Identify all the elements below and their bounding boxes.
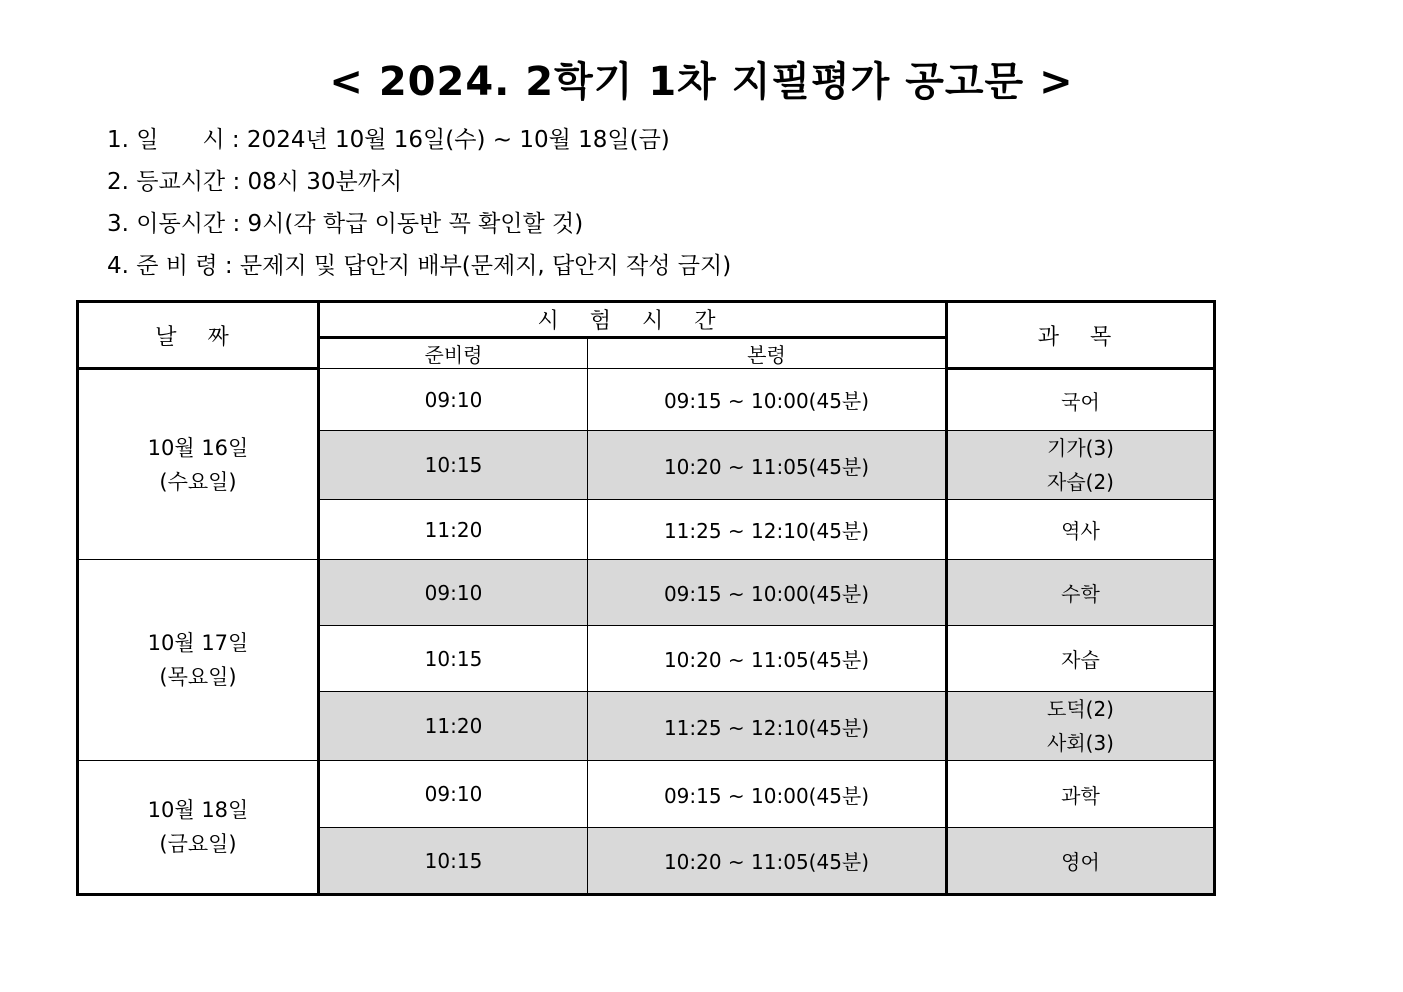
exam-schedule-table [76,300,1216,896]
subject-line: 자습(2) [1047,470,1114,494]
main-time: 09:15 ~ 10:00(45분) [588,369,947,431]
main-time: 11:25 ~ 12:10(45분) [588,500,947,560]
weekday-label: (금요일) [159,832,237,856]
header-prep: 준비령 [319,338,588,369]
header-date: 날 짜 [78,302,319,369]
main-time: 09:15 ~ 10:00(45분) [588,560,947,626]
subject-cell: 자습 [947,626,1215,692]
date-label: 10월 16일 [147,435,249,460]
prep-time: 11:20 [319,500,588,560]
table-row [78,369,1215,431]
subject-line: 도덕(2) [1047,697,1114,721]
prep-time: 09:10 [319,560,588,626]
subject-cell: 역사 [947,500,1215,560]
date-cell [78,761,319,895]
page-title: < 2024. 2학기 1차 지필평가 공고문 > [329,59,1074,105]
header-exam-time: 시 험 시 간 [319,302,947,338]
table-row [78,761,1215,828]
date-label: 10월 18일 [147,798,249,822]
date-cell [78,369,319,560]
subject-line: 사회(3) [1047,731,1114,755]
header-main: 본령 [588,338,947,369]
header-subject: 과 목 [947,302,1215,369]
prep-time: 10:15 [319,828,588,895]
subject-cell: 영어 [947,828,1215,895]
weekday-label: (수요일) [159,469,237,494]
info-line-arrival: 2. 등교시간 : 08시 30분까지 [107,169,403,195]
prep-time: 11:20 [319,692,588,761]
info-line-prep: 4. 준 비 령 : 문제지 및 답안지 배부(문제지, 답안지 작성 금지) [107,253,732,279]
date-cell [78,560,319,761]
prep-time: 10:15 [319,626,588,692]
prep-time: 09:10 [319,761,588,828]
weekday-label: (목요일) [159,665,237,689]
main-time: 11:25 ~ 12:10(45분) [588,692,947,761]
main-time: 10:20 ~ 11:05(45분) [588,626,947,692]
prep-time: 10:15 [319,431,588,500]
main-time: 10:20 ~ 11:05(45분) [588,828,947,895]
info-list [107,122,731,290]
table-row [78,560,1215,626]
subject-cell [947,431,1215,500]
subject-cell: 국어 [947,369,1215,431]
main-time: 09:15 ~ 10:00(45분) [588,761,947,828]
info-line-date: 1. 일 시 : 2024년 10월 16일(수) ~ 10월 18일(금) [107,127,670,153]
subject-cell [947,692,1215,761]
subject-cell: 과학 [947,761,1215,828]
prep-time: 09:10 [319,369,588,431]
main-time: 10:20 ~ 11:05(45분) [588,431,947,500]
subject-cell: 수학 [947,560,1215,626]
date-label: 10월 17일 [147,631,249,655]
subject-line: 기가(3) [1047,436,1114,460]
info-line-move: 3. 이동시간 : 9시(각 학급 이동반 꼭 확인할 것) [107,211,584,237]
